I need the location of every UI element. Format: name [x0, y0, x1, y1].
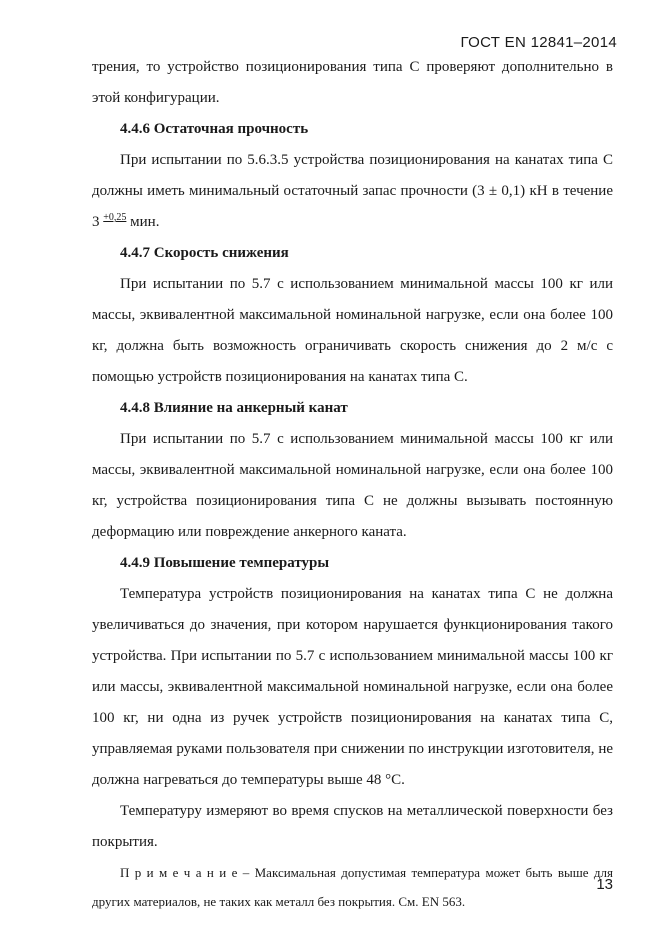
paragraph-4-4-6: [92, 145, 613, 238]
tolerance-superscript: +0,25: [103, 212, 127, 223]
paragraph-4-4-9: Температура устройств позиционирования на канатах типа С не должна увеличиваться до значения, при котором нарушается функционирования такого устройства. При испытании по 5.7 с использованием минимальной массы 100 кг или массы, эквивалентной максимальной номинальной нагрузке, если она более 100 кг, ни одна из ручек устройств позиционирования на канатах типа С, управляемая руками пользователя при снижении по инструкции изготовителя, не должна нагреваться до температуры выше 48 °С.: [92, 586, 613, 788]
heading-4-4-7: 4.4.7 Скорость снижения: [120, 245, 289, 261]
note-paragraph: [92, 858, 613, 916]
page-number: 13: [596, 876, 613, 893]
heading-4-4-6: 4.4.6 Остаточная прочность: [120, 121, 309, 137]
document-body: [92, 52, 613, 916]
paragraph-4-4-7: При испытании по 5.7 с использованием минимальной массы 100 кг или массы, эквивалентной максимальной номинальной нагрузке, если она более 100 кг, должна быть возможность ограничивать скорость снижения до 2 м/с с помощью устройств позиционирования на канатах типа С.: [92, 276, 613, 385]
paragraph-4-4-8: При испытании по 5.7 с использованием минимальной массы 100 кг или массы, эквивалентной максимальной номинальной нагрузке, если она более 100 кг, устройства позиционирования типа С не должны вызывать постоянную деформацию или повреждение анкерного каната.: [92, 431, 613, 540]
standard-designation: ГОСТ EN 12841–2014: [460, 34, 617, 51]
paragraph-temperature-measurement: Температуру измеряют во время спусков на металлической поверхности без покрытия.: [92, 803, 613, 850]
note-label: П р и м е ч а н и е: [120, 865, 238, 880]
paragraph-4-4-6-text-end: мин.: [126, 214, 160, 230]
note-text: Максимальная допустимая температура может быть выше для других материалов, не таких как металл без покрытия. См. EN 563.: [92, 865, 613, 909]
heading-4-4-8: 4.4.8 Влияние на анкерный канат: [120, 400, 348, 416]
note-dash: –: [237, 865, 255, 880]
paragraph-4-4-6-text: При испытании по 5.6.3.5 устройства позиционирования на канатах типа С должны иметь минимальный остаточный запас прочности (3 ± 0,1) кН в течение 3: [92, 152, 613, 230]
paragraph-continuation: трения, то устройство позиционирования типа С проверяют дополнительно в этой конфигурации.: [92, 59, 613, 106]
heading-4-4-9: 4.4.9 Повышение температуры: [120, 555, 330, 571]
